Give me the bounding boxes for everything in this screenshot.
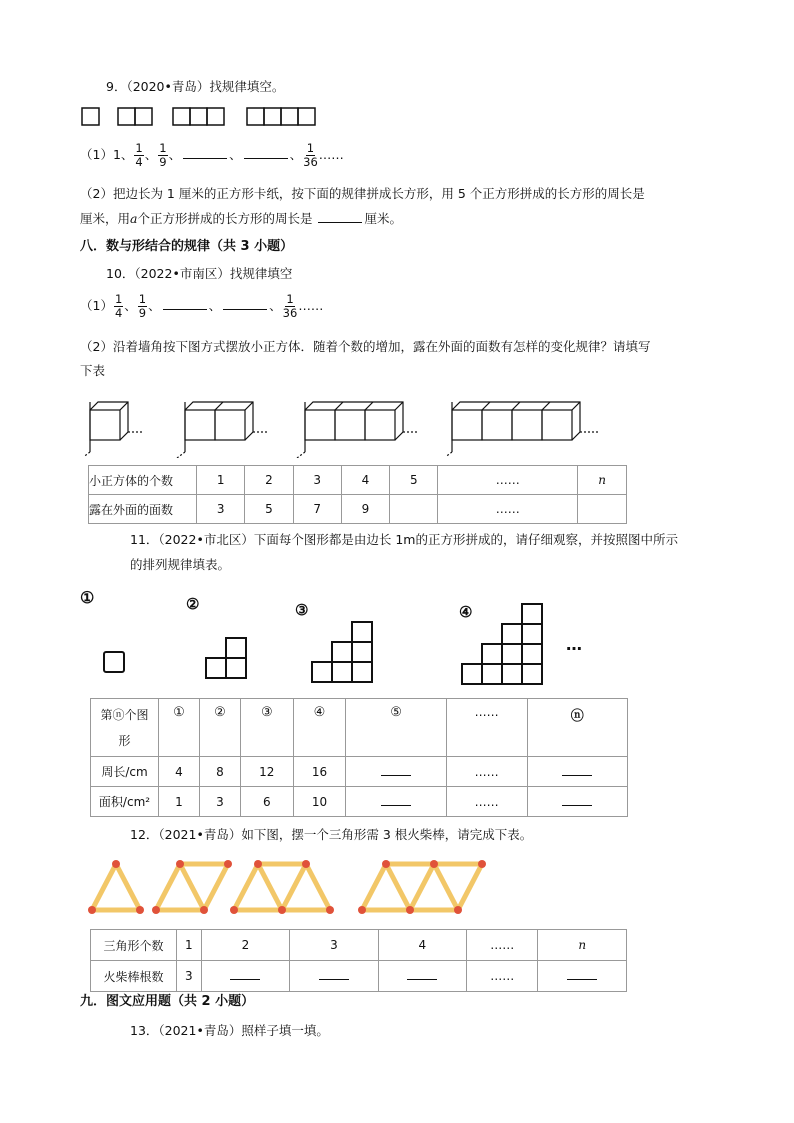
figure-3: [312, 622, 372, 682]
table-row: 露在外面的面数 3 5 7 9 ……: [89, 495, 627, 524]
answer-cell[interactable]: [346, 757, 446, 787]
table-row: 小正方体的个数 1 2 3 4 5 …… n: [89, 466, 627, 495]
q10-title: 10．（2022•市南区）找规律填空: [106, 266, 293, 281]
cube-group-3: [297, 402, 419, 458]
figure-label-2: ②: [186, 595, 200, 613]
fraction-1-4: $\frac{1}{4}$: [114, 292, 123, 320]
q10-part2-line1: （2）沿着墙角按下图方式摆放小正方体．随着个数的增加，露在外面的面数有怎样的变化规律？请填写: [80, 339, 651, 354]
q9-part2-line2: 厘米，用a个正方形拼成的长方形的周长是 厘米。: [80, 211, 402, 226]
matchstick-group-3: [234, 864, 330, 910]
q9-part1: （1）1、 $\frac{1}{4}$ 、 $\frac{1}{9}$ 、 、 、 $\frac{1}{36}$ ……: [80, 141, 344, 169]
figure-2: [206, 638, 246, 678]
cube-group-2: [177, 402, 269, 458]
q9-part2-line1: （2）把边长为 1 厘米的正方形卡纸，按下面的规律拼成长方形，用 5 个正方形拼成的长方形的周长是: [80, 186, 645, 201]
figure-label-4: ④: [459, 603, 473, 621]
q10-table: [88, 465, 627, 524]
matchstick-group-1: [92, 864, 140, 910]
cube-group-4: [446, 392, 616, 458]
answer-blank[interactable]: [183, 146, 227, 159]
answer-blank[interactable]: [163, 297, 207, 310]
table-row: 三角形个数 1 2 3 4 …… n: [91, 930, 627, 961]
table-row: 第ⓝ个图 形 ① ② ③ ④ ⑤ …… ⓝ: [91, 699, 628, 757]
staircase-figures: [100, 598, 560, 690]
q10-part2-line2: 下表: [80, 363, 106, 378]
q10-part1: （1） $\frac{1}{4}$ 、 $\frac{1}{9}$ 、 、 、 $\frac{1}{36}$ ……: [80, 292, 324, 320]
continuation-dots: …: [566, 635, 582, 654]
table-row: 面积/cm² 1 3 6 10 ……: [91, 787, 628, 817]
matchstick-group-2: [156, 864, 228, 910]
answer-blank[interactable]: [244, 146, 288, 159]
cube-group-1: [84, 402, 144, 458]
answer-blank[interactable]: [223, 297, 267, 310]
section-9-heading: 九．图文应用题（共 2 小题）: [80, 994, 255, 1009]
q12-table: [90, 929, 627, 992]
answer-cell[interactable]: [378, 961, 466, 992]
section-8-heading: 八．数与形结合的规律（共 3 小题）: [80, 239, 294, 254]
answer-blank[interactable]: [318, 210, 362, 223]
q9-title: 9．（2020•青岛）找规律填空。: [106, 79, 285, 94]
fraction-1-9: $\frac{1}{9}$: [138, 292, 147, 320]
figure-4: [462, 604, 542, 684]
table-row: 周长/cm 4 8 12 16 ……: [91, 757, 628, 787]
figure-label-1: ①: [80, 588, 95, 607]
q11-title-line2: 的排列规律填表。: [130, 557, 231, 572]
answer-cell[interactable]: [527, 787, 627, 817]
pattern-1-square: [82, 108, 99, 125]
answer-cell[interactable]: [538, 961, 627, 992]
answer-cell[interactable]: [527, 757, 627, 787]
fraction-1-36: $\frac{1}{36}$: [303, 141, 318, 169]
answer-cell[interactable]: [201, 961, 289, 992]
answer-cell[interactable]: [578, 495, 627, 524]
q9-part1-label: （1）1、: [80, 147, 134, 162]
q13-title: 13．（2021•青岛）照样子填一填。: [130, 1023, 329, 1038]
answer-cell[interactable]: [290, 961, 378, 992]
q11-table: [90, 698, 628, 817]
figure-1: [104, 652, 124, 672]
q9-square-pattern: [80, 106, 330, 130]
answer-cell[interactable]: [346, 787, 446, 817]
fraction-1-4: $\frac{1}{4}$: [135, 141, 143, 169]
cube-arrangements-figure: [84, 392, 444, 458]
table-row: 火柴棒根数 3 ……: [91, 961, 627, 992]
answer-cell[interactable]: [390, 495, 438, 524]
q11-title-line1: 11．（2022•市北区）下面每个图形都是由边长 1m的正方形拼成的，请仔细观察，并按照图中所示: [130, 532, 678, 547]
fraction-1-9: $\frac{1}{9}$: [159, 141, 167, 169]
fraction-1-36: $\frac{1}{36}$: [282, 292, 298, 320]
matchstick-triangles-figure: [84, 856, 504, 920]
matchstick-group-4: [362, 864, 482, 910]
q12-title: 12．（2021•青岛）如下图，摆一个三角形需 3 根火柴棒，请完成下表。: [130, 827, 533, 842]
figure-label-3: ③: [295, 601, 309, 619]
